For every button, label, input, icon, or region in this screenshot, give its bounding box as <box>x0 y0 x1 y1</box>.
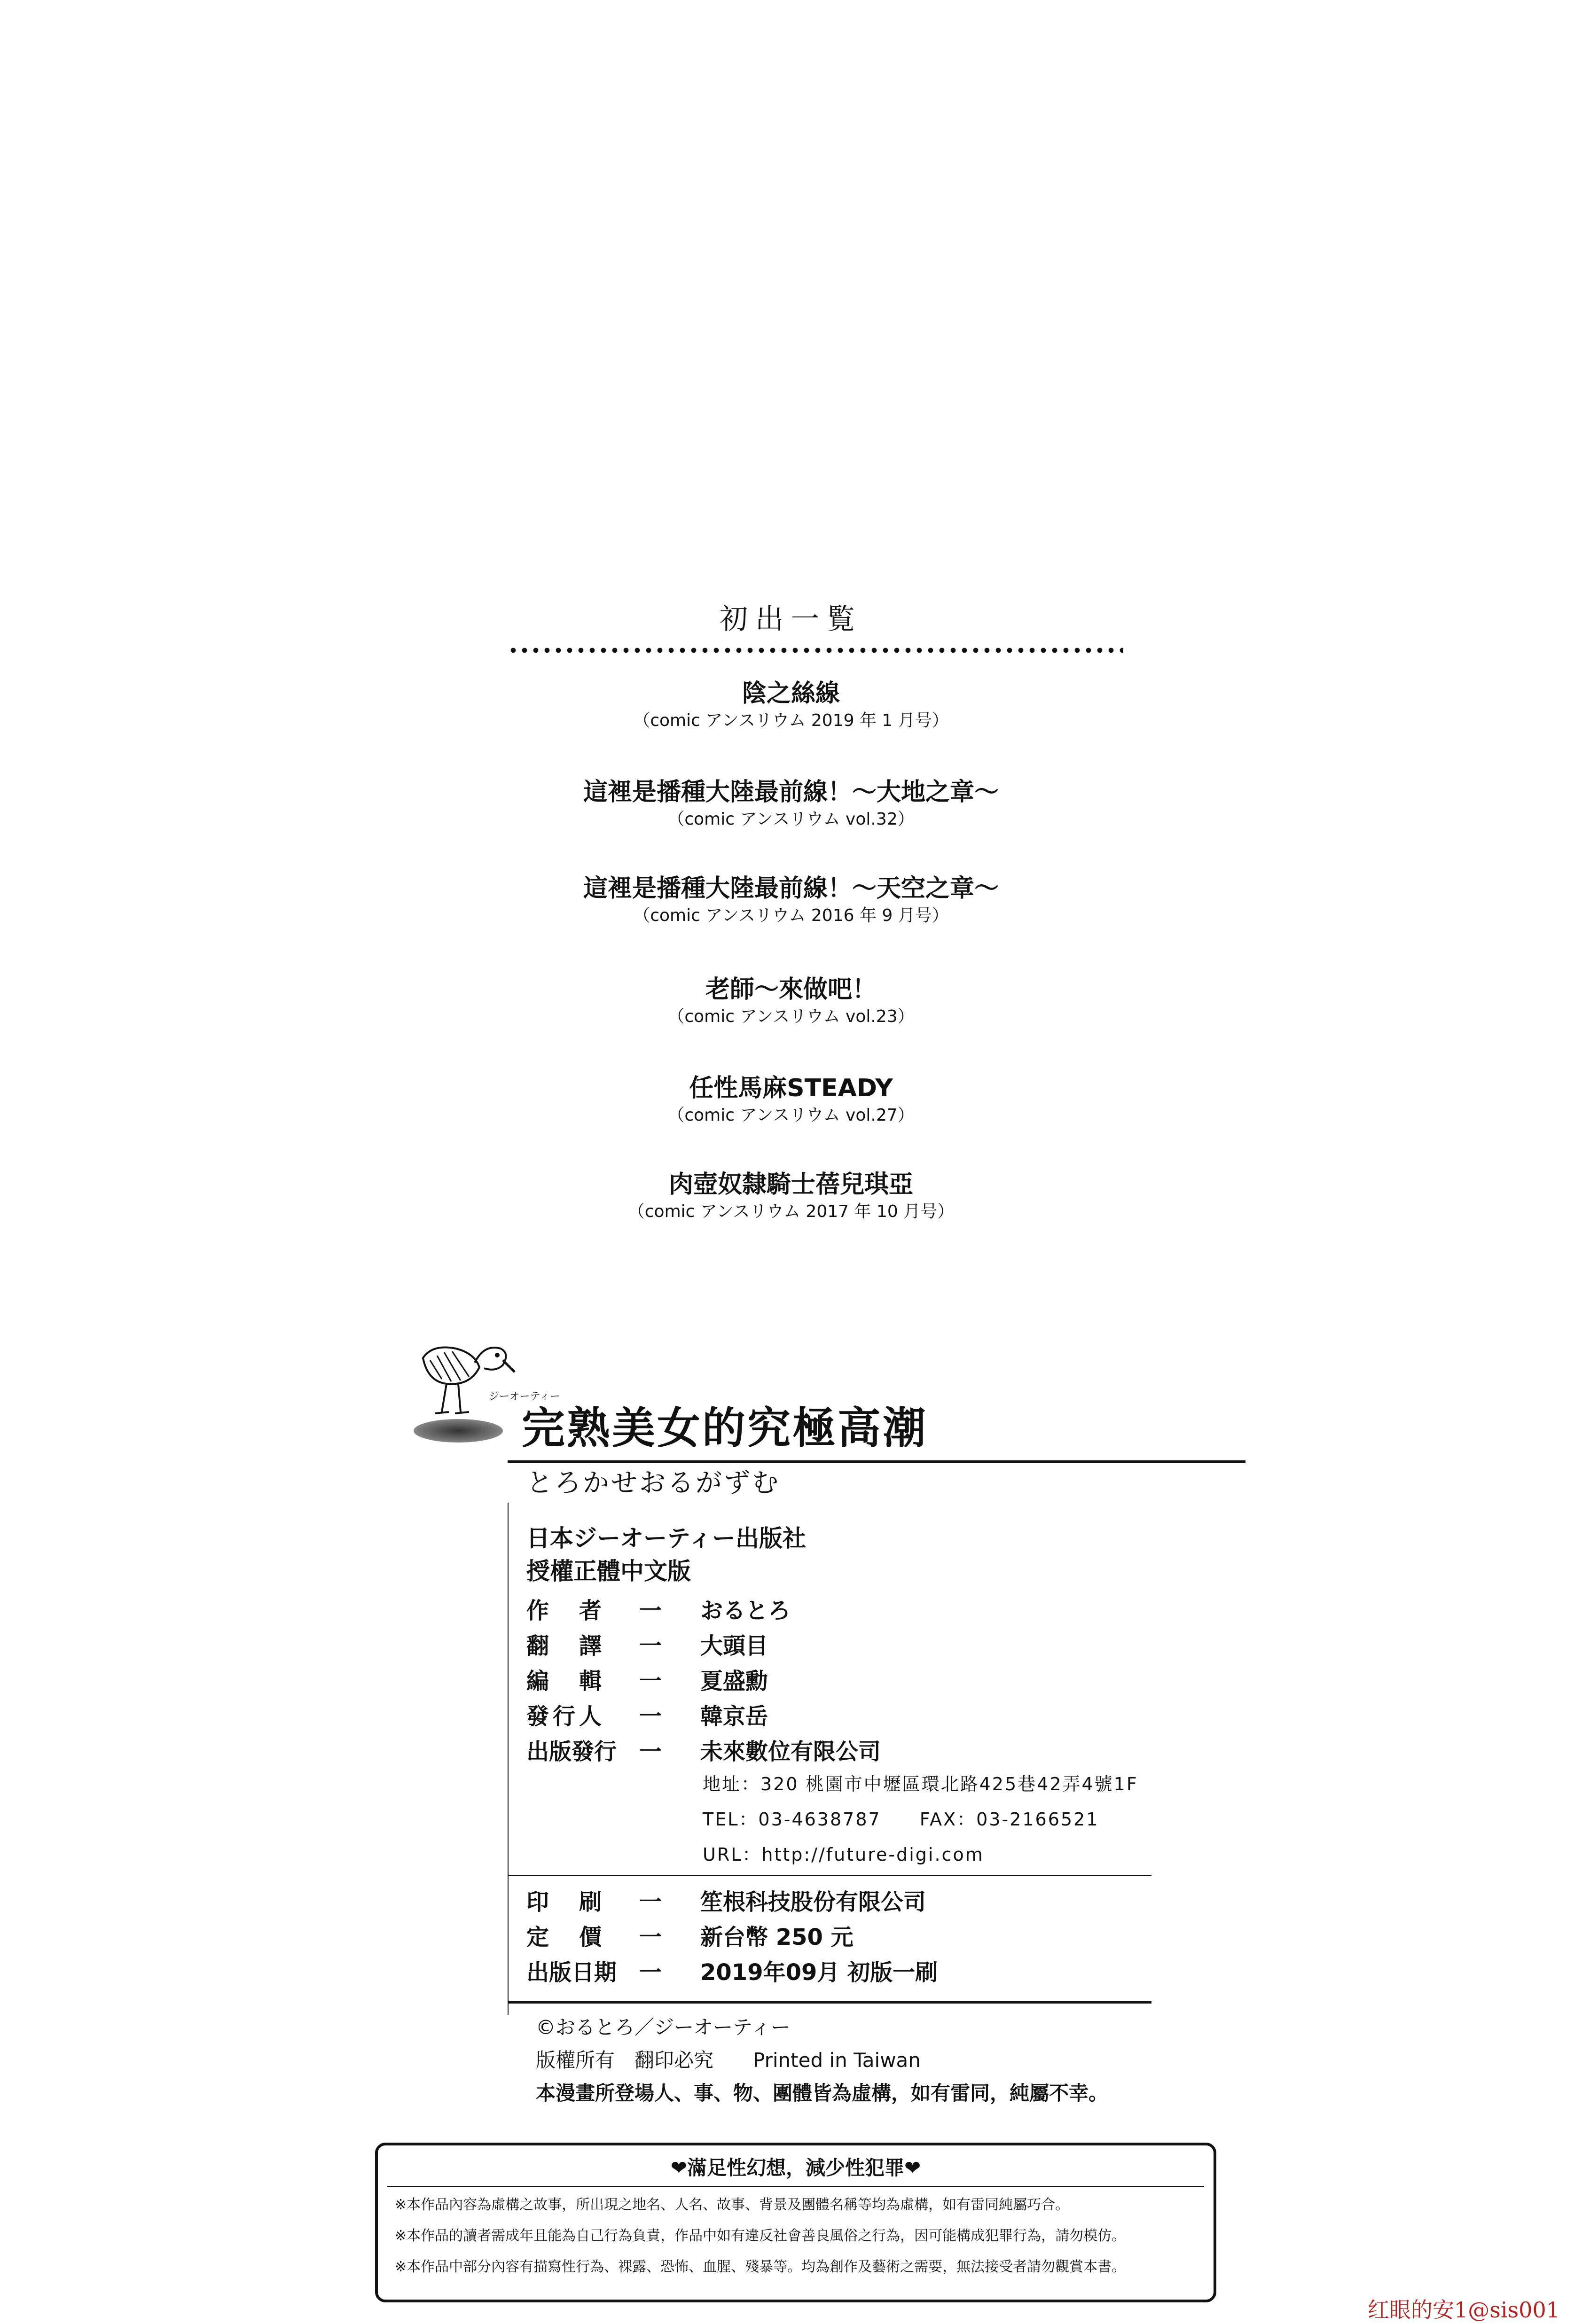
list-item <box>0 778 1582 830</box>
credit-row <box>526 1701 768 1732</box>
notice-box <box>375 2143 1216 2302</box>
logo-shadow <box>414 1419 503 1443</box>
list-item <box>0 874 1582 927</box>
print-row <box>526 1922 854 1953</box>
rights-reserved: 版權所有 翻印必究 Printed in Taiwan <box>536 2049 921 2072</box>
print-row <box>526 1957 938 1988</box>
print-value: 2019年09月 初版一刷 <box>700 1959 938 1986</box>
print-label: 出版日期 <box>526 1959 617 1986</box>
notice-line: ※本作品中部分內容有描寫性行為、裸露、恐怖、血腥、殘暴等。均為創作及藝術之需要，無法接受者請勿觀賞本書。 <box>395 2259 1126 2275</box>
bird-logo-icon <box>414 1316 517 1424</box>
credit-label: 作 者 <box>526 1598 606 1624</box>
dotted-divider <box>508 647 1123 653</box>
notice-heading: ❤滿足性幻想，減少性犯罪❤ <box>670 2156 921 2179</box>
credit-value: 未來數位有限公司 <box>700 1739 881 1765</box>
entry-title: 陰之絲線 <box>742 679 840 708</box>
credit-dash: 一 <box>639 1633 662 1659</box>
print-label: 印 刷 <box>526 1889 606 1915</box>
entry-source: （comic アンスリウム vol.23） <box>667 1007 915 1026</box>
book-title: 完熟美女的究極高潮 <box>522 1403 928 1453</box>
print-value: 笙根科技股份有限公司 <box>700 1889 926 1915</box>
entry-source: （comic アンスリウム 2017 年 10 月号） <box>627 1202 955 1221</box>
credit-dash: 一 <box>639 1598 662 1624</box>
credit-label: 編 輯 <box>526 1668 606 1694</box>
list-item <box>0 1074 1582 1126</box>
entry-source: （comic アンスリウム vol.27） <box>667 1106 915 1125</box>
print-dash: 一 <box>639 1889 662 1915</box>
entry-source: （comic アンスリウム 2019 年 1 月号） <box>633 711 949 730</box>
list-item <box>0 679 1582 732</box>
entry-title: 任性馬麻STEADY <box>689 1074 893 1102</box>
entry-title: 老師～來做吧！ <box>705 975 877 1004</box>
entry-title: 這裡是播種大陸最前線！～大地之章～ <box>583 778 999 806</box>
print-row <box>526 1887 926 1918</box>
credit-value: 大頭目 <box>700 1633 768 1659</box>
entry-source: （comic アンスリウム 2016 年 9 月号） <box>633 906 949 925</box>
print-label: 定 價 <box>526 1924 606 1950</box>
disclaimer: 本漫畫所登場人、事、物、團體皆為虛構，如有雷同，純屬不幸。 <box>536 2082 1109 2105</box>
notice-line: ※本作品內容為虛構之故事，所出現之地名、人名、故事、背景及團體名稱等均為虛構，如有雷同純屬巧合。 <box>395 2197 1070 2213</box>
notice-rule <box>387 2186 1204 2187</box>
publisher: 日本ジーオーティー出版社 <box>526 1525 806 1552</box>
credit-row <box>526 1630 768 1661</box>
list-item <box>0 975 1582 1028</box>
website-url: URL：http://future-digi.com <box>703 1844 984 1865</box>
credit-value: 韓京岳 <box>700 1703 768 1730</box>
credit-label: 出版發行 <box>526 1739 617 1765</box>
list-item <box>0 1170 1582 1223</box>
credit-dash: 一 <box>639 1668 662 1694</box>
section-rule <box>508 1875 1151 1876</box>
entry-title: 肉壺奴隸騎士蓓兒琪亞 <box>668 1170 913 1199</box>
credit-row <box>526 1666 768 1697</box>
print-value: 新台幣 250 元 <box>700 1924 854 1950</box>
entry-title: 這裡是播種大陸最前線！～天空之章～ <box>583 874 999 903</box>
credit-value: おるとろ <box>700 1598 791 1624</box>
credit-dash: 一 <box>639 1703 662 1730</box>
title-rule <box>508 1460 1245 1463</box>
credit-label: 翻 譯 <box>526 1633 606 1659</box>
print-dash: 一 <box>639 1959 662 1986</box>
book-subtitle: とろかせおるがずむ <box>526 1468 780 1498</box>
credit-row <box>526 1595 791 1626</box>
watermark: 红眼的安1@sis001 <box>1368 2297 1560 2323</box>
section-rule-bold <box>508 2001 1151 2004</box>
copyright: ©おるとろ／ジーオーティー <box>536 2016 791 2039</box>
print-dash: 一 <box>639 1924 662 1950</box>
vertical-rule <box>508 1503 509 2015</box>
address: 地址：320 桃園市中壢區環北路425巷42弄4號1F <box>703 1774 1138 1794</box>
edition: 授權正體中文版 <box>526 1558 691 1585</box>
logo-label: ジーオーティー <box>489 1391 560 1403</box>
first-appearance-heading: 初出一覧 <box>720 603 862 636</box>
phone-fax: TEL：03-4638787 FAX：03-2166521 <box>703 1809 1099 1830</box>
credit-row <box>526 1736 881 1767</box>
entry-source: （comic アンスリウム vol.32） <box>667 810 915 829</box>
notice-line: ※本作品的讀者需成年且能為自己行為負責，作品中如有違反社會善良風俗之行為，因可能構成犯罪行為，請勿模仿。 <box>395 2228 1126 2244</box>
credit-label: 發行人 <box>526 1703 606 1730</box>
credit-dash: 一 <box>639 1739 662 1765</box>
credit-value: 夏盛勳 <box>700 1668 768 1694</box>
